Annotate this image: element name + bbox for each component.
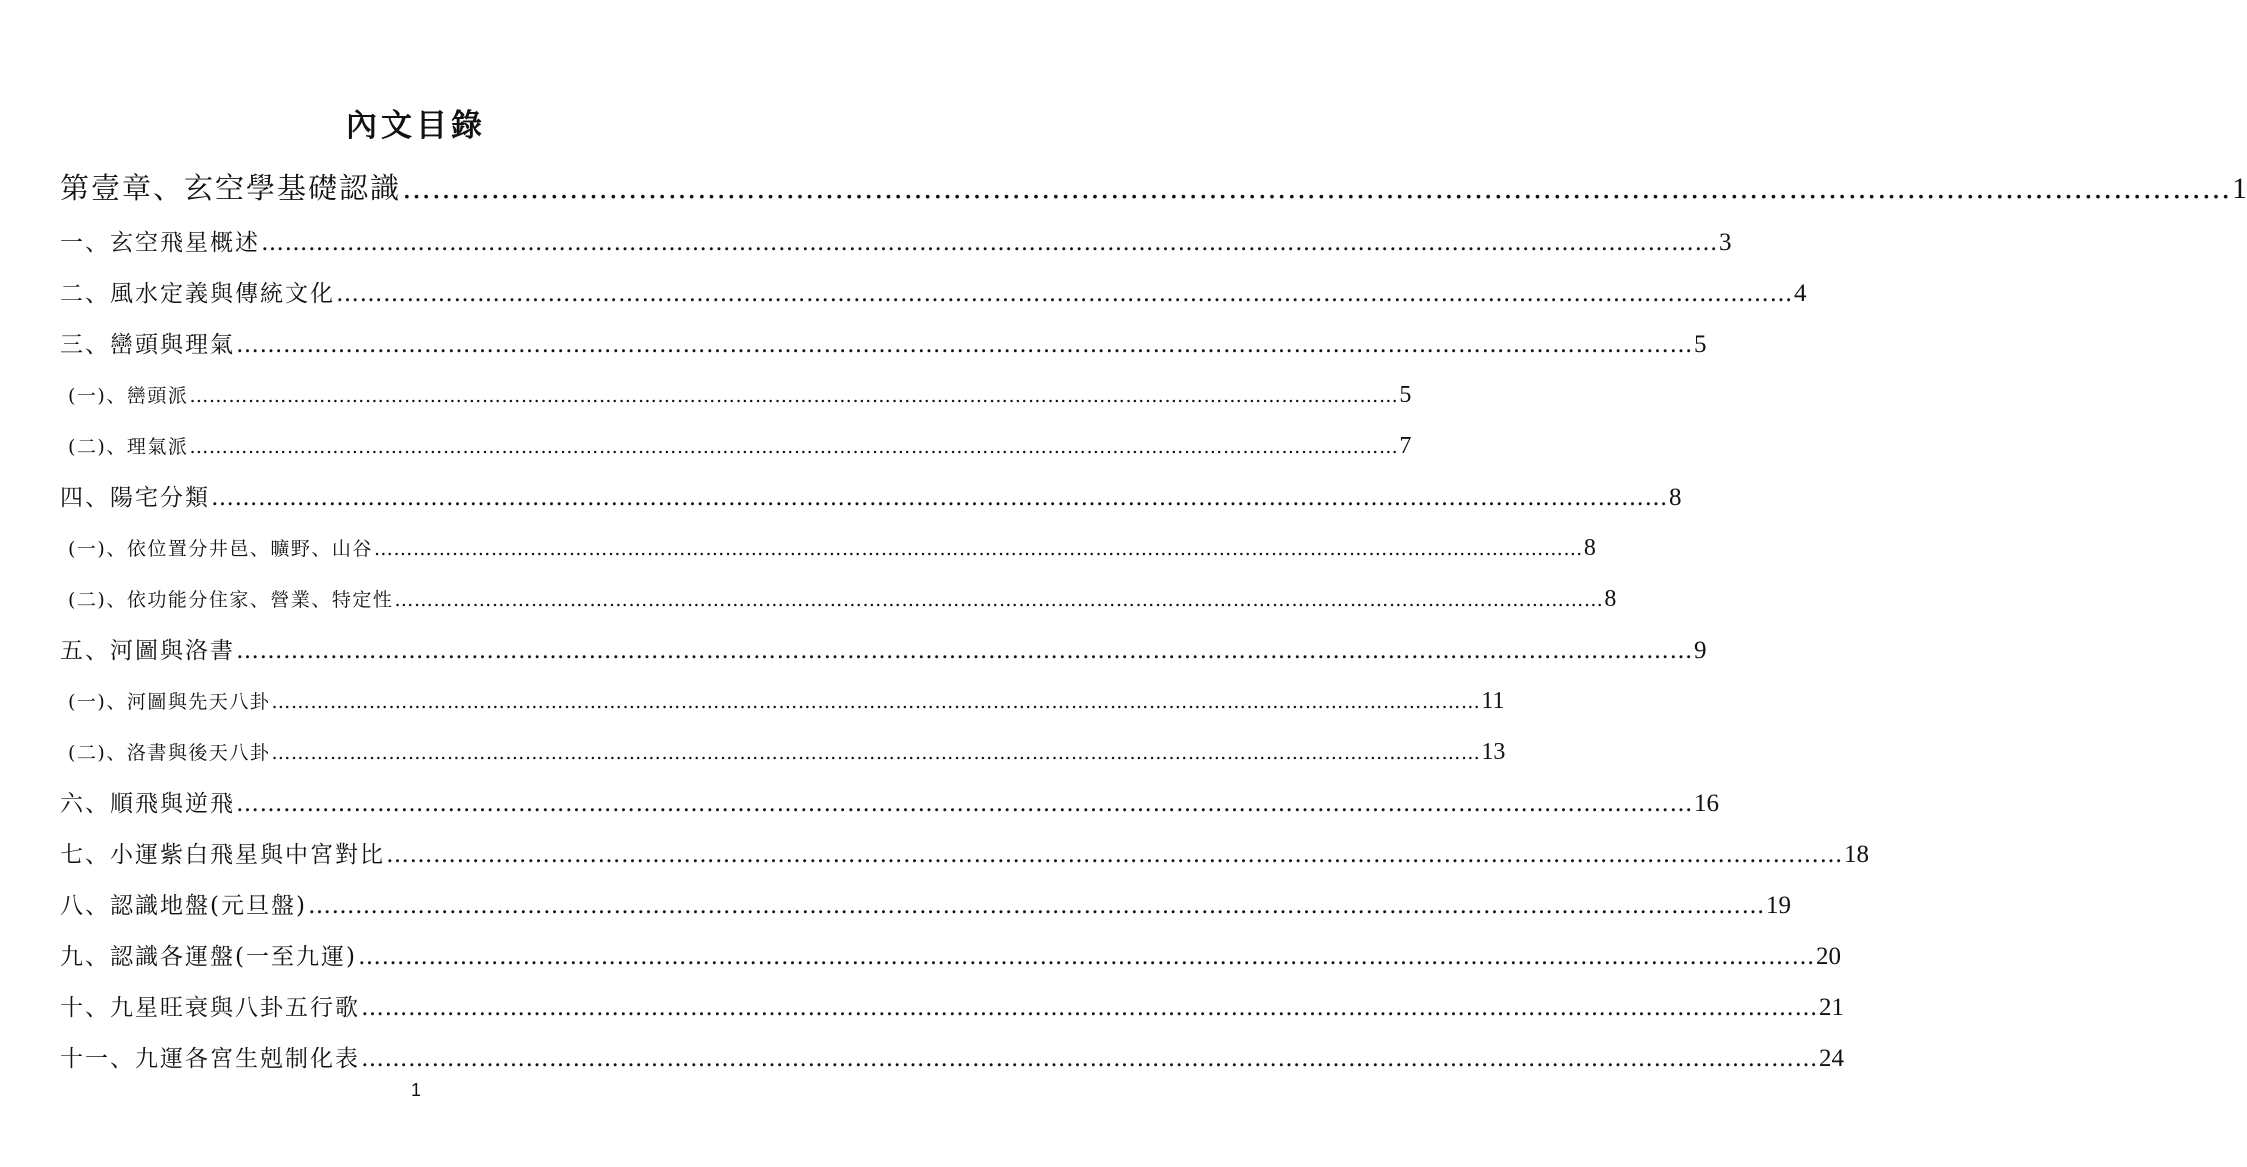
dot-leader: …………………………………………………………………………………………………………………………………………………………………… bbox=[271, 742, 1481, 764]
toc-entry[interactable] bbox=[60, 268, 1807, 319]
toc-entry-label: (一)、巒頭派 bbox=[68, 385, 189, 407]
toc-entry-label: (二)、理氣派 bbox=[68, 436, 189, 458]
toc-entry-label: (一)、依位置分井邑、曠野、山谷 bbox=[68, 538, 373, 560]
toc-entry-label: 三、巒頭與理氣 bbox=[60, 332, 235, 358]
toc-entry-page-number: 16 bbox=[1694, 790, 1719, 817]
toc-entry[interactable] bbox=[60, 880, 1791, 931]
toc-entry-label: 十一、九運各宮生剋制化表 bbox=[60, 1046, 360, 1072]
toc-entry-label: (一)、河圖與先天八卦 bbox=[68, 691, 271, 713]
dot-leader: …………………………………………………………………………………………………………………………………………………………………… bbox=[261, 230, 1718, 256]
dot-leader: …………………………………………………………………………………………………………………………………………………………………… bbox=[361, 995, 1818, 1021]
toc-entry[interactable] bbox=[60, 625, 1707, 676]
toc-entry[interactable] bbox=[60, 217, 1732, 268]
dot-leader: …………………………………………………………………………………………………………………………………………………………………… bbox=[361, 1046, 1818, 1072]
toc-entry[interactable] bbox=[60, 472, 1682, 523]
toc-entry-page-number: 1 bbox=[2232, 172, 2247, 205]
toc-entry[interactable] bbox=[60, 1033, 1844, 1084]
dot-leader: …………………………………………………………………………………………………………………………………………………………………… bbox=[373, 538, 1583, 560]
toc-entry-page-number: 24 bbox=[1819, 1045, 1844, 1072]
toc-entry[interactable] bbox=[60, 421, 1412, 472]
dot-leader: …………………………………………………………………………………………………………………………………………………………………… bbox=[271, 691, 1481, 713]
toc-entry-page-number: 5 bbox=[1694, 331, 1707, 358]
toc-entry-page-number: 5 bbox=[1399, 382, 1412, 408]
toc-entry-label: 九、認識各運盤(一至九運) bbox=[60, 944, 357, 970]
toc-entry-label: 六、順飛與逆飛 bbox=[60, 791, 235, 817]
toc-entry[interactable] bbox=[60, 778, 1719, 829]
toc-entry-page-number: 18 bbox=[1844, 841, 1869, 868]
dot-leader: …………………………………………………………………………………………………………………………………………………………………… bbox=[236, 638, 1693, 664]
table-of-contents bbox=[60, 160, 2247, 1084]
dot-leader: …………………………………………………………………………………………………………………………………………………………………… bbox=[236, 332, 1693, 358]
toc-entry[interactable] bbox=[60, 931, 1841, 982]
toc-entry-page-number: 21 bbox=[1819, 994, 1844, 1021]
toc-entry-page-number: 8 bbox=[1604, 586, 1617, 612]
toc-entry-label: 五、河圖與洛書 bbox=[60, 638, 235, 664]
toc-entry-label: 四、陽宅分類 bbox=[60, 485, 210, 511]
dot-leader: …………………………………………………………………………………………………………………………………………………………………… bbox=[307, 893, 1765, 919]
toc-entry[interactable] bbox=[60, 982, 1844, 1033]
toc-entry-label: 七、小運紫白飛星與中宮對比 bbox=[60, 842, 385, 868]
dot-leader: …………………………………………………………………………………………………………………………………………………………………… bbox=[402, 171, 2232, 205]
toc-entry[interactable] bbox=[60, 676, 1505, 727]
toc-entry[interactable] bbox=[60, 319, 1707, 370]
toc-entry[interactable] bbox=[60, 574, 1617, 625]
toc-entry-label: (二)、洛書與後天八卦 bbox=[68, 742, 271, 764]
toc-entry-page-number: 8 bbox=[1669, 484, 1682, 511]
footer-page-number: 1 bbox=[410, 1080, 421, 1100]
dot-leader: …………………………………………………………………………………………………………………………………………………………………… bbox=[236, 791, 1693, 817]
toc-entry-label: 十、九星旺衰與八卦五行歌 bbox=[60, 995, 360, 1021]
toc-entry[interactable] bbox=[60, 370, 1412, 421]
dot-leader: …………………………………………………………………………………………………………………………………………………………………… bbox=[386, 842, 1843, 868]
toc-entry[interactable] bbox=[60, 727, 1506, 778]
toc-entry-label: (二)、依功能分住家、營業、特定性 bbox=[68, 589, 394, 611]
toc-entry[interactable] bbox=[60, 160, 2247, 217]
toc-entry-label: 八、認識地盤(元旦盤) bbox=[60, 893, 307, 919]
page-title: 內文目錄 bbox=[346, 108, 486, 144]
toc-entry-page-number: 19 bbox=[1765, 892, 1791, 919]
toc-entry-page-number: 20 bbox=[1815, 943, 1841, 970]
dot-leader: …………………………………………………………………………………………………………………………………………………………………… bbox=[211, 485, 1668, 511]
dot-leader: …………………………………………………………………………………………………………………………………………………………………… bbox=[189, 436, 1399, 458]
toc-entry-page-number: 8 bbox=[1583, 535, 1596, 561]
dot-leader: …………………………………………………………………………………………………………………………………………………………………… bbox=[336, 281, 1793, 307]
toc-entry-page-number: 13 bbox=[1481, 739, 1506, 765]
toc-entry-label: 一、玄空飛星概述 bbox=[60, 230, 260, 256]
toc-entry-page-number: 3 bbox=[1719, 229, 1732, 256]
toc-entry-label: 第壹章、玄空學基礎認識 bbox=[60, 171, 402, 205]
toc-entry-label: 二、風水定義與傳統文化 bbox=[60, 281, 335, 307]
toc-entry[interactable] bbox=[60, 829, 1869, 880]
toc-entry-page-number: 11 bbox=[1481, 688, 1505, 714]
toc-entry[interactable] bbox=[60, 523, 1596, 574]
dot-leader: …………………………………………………………………………………………………………………………………………………………………… bbox=[189, 385, 1399, 407]
toc-entry-page-number: 4 bbox=[1794, 280, 1807, 307]
toc-entry-page-number: 9 bbox=[1694, 637, 1707, 664]
dot-leader: …………………………………………………………………………………………………………………………………………………………………… bbox=[394, 589, 1604, 611]
dot-leader: …………………………………………………………………………………………………………………………………………………………………… bbox=[357, 944, 1815, 970]
toc-entry-page-number: 7 bbox=[1399, 433, 1412, 459]
